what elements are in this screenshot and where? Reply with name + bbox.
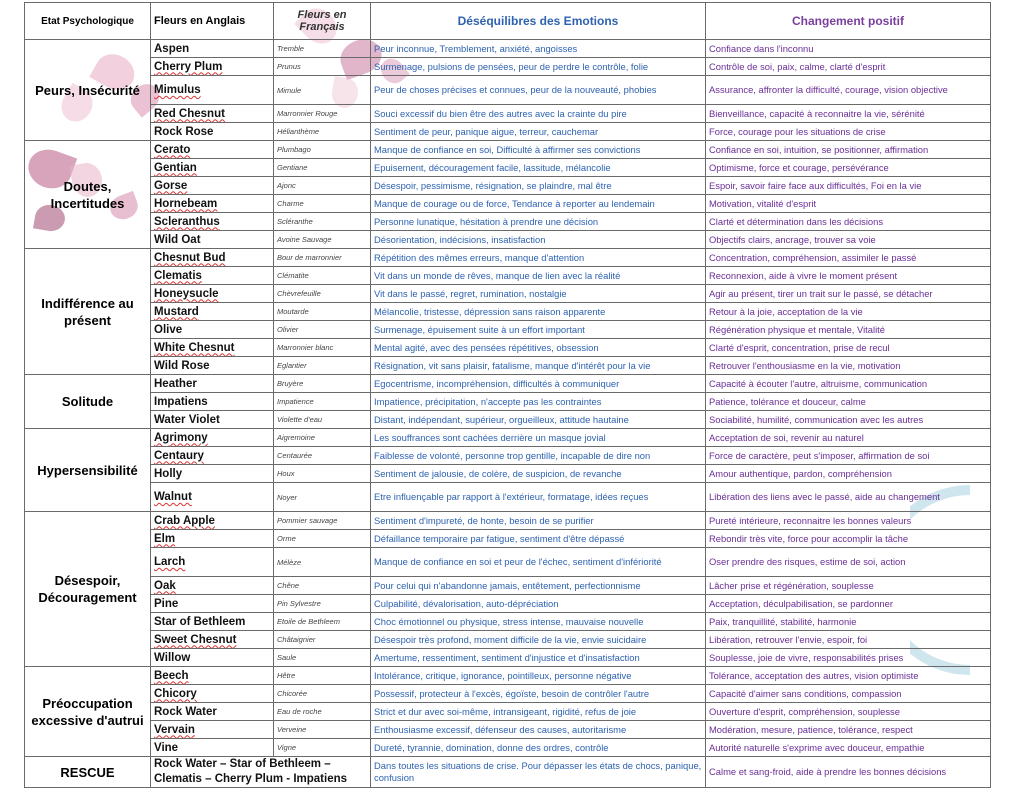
header-positif: Changement positif	[706, 3, 991, 40]
flower-en: Water Violet	[151, 411, 274, 429]
flower-fr: Noyer	[274, 483, 371, 512]
flower-en: Impatiens	[151, 393, 274, 411]
positive-cell: Assurance, affronter la difficulté, courage, vision objective	[706, 76, 991, 105]
positive-cell: Paix, tranquillité, stabilité, harmonie	[706, 613, 991, 631]
positive-cell: Reconnexion, aide à vivre le moment présent	[706, 267, 991, 285]
flower-en: Larch	[151, 548, 274, 577]
flower-fr: Scléranthe	[274, 213, 371, 231]
flower-fr: Orme	[274, 530, 371, 548]
emotion-cell: Désorientation, indécisions, insatisfaction	[371, 231, 706, 249]
emotion-cell: Possessif, protecteur à l'excès, égoïste, besoin de contrôler l'autre	[371, 685, 706, 703]
emotion-cell: Impatience, précipitation, n'accepte pas les contraintes	[371, 393, 706, 411]
emotion-cell: Enthousiasme excessif, défenseur des causes, autoritarisme	[371, 721, 706, 739]
flower-en: Elm	[151, 530, 274, 548]
flower-fr: Pommier sauvage	[274, 512, 371, 530]
flower-fr: Eau de roche	[274, 703, 371, 721]
flower-en: Vine	[151, 739, 274, 757]
flower-en: Beech	[151, 667, 274, 685]
flower-en: Hornebeam	[151, 195, 274, 213]
flower-en: Oak	[151, 577, 274, 595]
flower-fr: Violette d'eau	[274, 411, 371, 429]
category-doutes: Doutes, Incertitudes	[25, 141, 151, 249]
flower-en: Wild Rose	[151, 357, 274, 375]
emotion-cell: Epuisement, découragement facile, lassitude, mélancolie	[371, 159, 706, 177]
emotion-cell: Les souffrances sont cachées derrière un masque jovial	[371, 429, 706, 447]
flower-en: Centaury	[151, 447, 274, 465]
emotion-cell: Dureté, tyrannie, domination, donne des ordres, contrôle	[371, 739, 706, 757]
flower-en: Pine	[151, 595, 274, 613]
emotion-cell: Distant, indépendant, supérieur, orgueilleux, attitude hautaine	[371, 411, 706, 429]
bach-flowers-table	[24, 2, 991, 788]
positive-cell: Régénération physique et mentale, Vitalité	[706, 321, 991, 339]
flower-fr: Avoine Sauvage	[274, 231, 371, 249]
positive-cell: Acceptation, déculpabilisation, se pardonner	[706, 595, 991, 613]
emotion-cell: Egocentrisme, incompréhension, difficultés à communiquer	[371, 375, 706, 393]
flower-en: Aspen	[151, 40, 274, 58]
emotion-cell: Mélancolie, tristesse, dépression sans raison apparente	[371, 303, 706, 321]
category-preoccupation: Préoccupation excessive d'autrui	[25, 667, 151, 757]
positive-cell: Libération des liens avec le passé, aide au changement	[706, 483, 991, 512]
emotion-cell: Sentiment d'impureté, de honte, besoin de se purifier	[371, 512, 706, 530]
positive-cell: Ouverture d'esprit, compréhension, souplesse	[706, 703, 991, 721]
flower-fr: Chèvrefeuille	[274, 285, 371, 303]
flower-en: Rock Water	[151, 703, 274, 721]
emotion-cell: Défaillance temporaire par fatigue, sentiment d'être dépassé	[371, 530, 706, 548]
positive-cell: Confiance en soi, intuition, se positionner, affirmation	[706, 141, 991, 159]
flower-fr: Hélianthème	[274, 123, 371, 141]
flower-fr: Saule	[274, 649, 371, 667]
flower-fr: Mélèze	[274, 548, 371, 577]
positive-cell: Motivation, vitalité d'esprit	[706, 195, 991, 213]
category-desespoir: Désespoir, Découragement	[25, 512, 151, 667]
emotion-cell: Sentiment de peur, panique aigue, terreur, cauchemar	[371, 123, 706, 141]
positive-cell: Contrôle de soi, paix, calme, clarté d'esprit	[706, 58, 991, 76]
flower-fr: Mimule	[274, 76, 371, 105]
positive-cell: Force de caractère, peut s'imposer, affirmation de soi	[706, 447, 991, 465]
emotion-cell: Etre influençable par rapport à l'extérieur, formatage, idées reçues	[371, 483, 706, 512]
flower-fr: Prunus	[274, 58, 371, 76]
emotion-cell: Intolérance, critique, ignorance, pointilleux, personne négative	[371, 667, 706, 685]
positive-cell: Capacité à écouter l'autre, altruisme, communication	[706, 375, 991, 393]
flower-fr: Impatience	[274, 393, 371, 411]
flower-en: Chesnut Bud	[151, 249, 274, 267]
positive-cell: Amour authentique, pardon, compréhension	[706, 465, 991, 483]
flower-fr: Vigne	[274, 739, 371, 757]
flower-en: Chicory	[151, 685, 274, 703]
emotion-cell: Surmenage, épuisement suite à un effort important	[371, 321, 706, 339]
positive-cell: Acceptation de soi, revenir au naturel	[706, 429, 991, 447]
flower-fr: Eglantier	[274, 357, 371, 375]
flower-fr: Houx	[274, 465, 371, 483]
positive-cell: Force, courage pour les situations de crise	[706, 123, 991, 141]
flower-en: Heather	[151, 375, 274, 393]
flower-fr: Châtaignier	[274, 631, 371, 649]
positive-cell: Patience, tolérance et douceur, calme	[706, 393, 991, 411]
flower-fr: Charme	[274, 195, 371, 213]
positive-cell: Optimisme, force et courage, persévérance	[706, 159, 991, 177]
emotion-cell: Résignation, vit sans plaisir, fatalisme, manque d'intérêt pour la vie	[371, 357, 706, 375]
positive-cell: Espoir, savoir faire face aux difficultés, Foi en la vie	[706, 177, 991, 195]
positive-cell: Libération, retrouver l'envie, espoir, foi	[706, 631, 991, 649]
positive-cell: Retour à la joie, acceptation de la vie	[706, 303, 991, 321]
positive-cell: Bienveillance, capacité à reconnaitre la vie, sérénité	[706, 105, 991, 123]
positive-cell: Lâcher prise et régénération, souplesse	[706, 577, 991, 595]
flower-en: Gentian	[151, 159, 274, 177]
positive-cell: Oser prendre des risques, estime de soi, action	[706, 548, 991, 577]
flower-en: Cerato	[151, 141, 274, 159]
emotion-cell: Vit dans le passé, regret, rumination, nostalgie	[371, 285, 706, 303]
flower-fr: Pin Sylvestre	[274, 595, 371, 613]
category-indifference: Indifférence au présent	[25, 249, 151, 375]
positive-cell: Capacité d'aimer sans conditions, compassion	[706, 685, 991, 703]
emotion-cell: Choc émotionnel ou physique, stress intense, mauvaise nouvelle	[371, 613, 706, 631]
emotion-cell: Sentiment de jalousie, de colère, de suspicion, de revanche	[371, 465, 706, 483]
flower-en: Vervain	[151, 721, 274, 739]
emotion-cell: Pour celui qui n'abandonne jamais, entêtement, perfectionnisme	[371, 577, 706, 595]
header-etat: Etat Psychologique	[25, 3, 151, 40]
flower-en: Honeysucle	[151, 285, 274, 303]
emotion-cell: Surmenage, pulsions de pensées, peur de perdre le contrôle, folie	[371, 58, 706, 76]
flower-fr: Moutarde	[274, 303, 371, 321]
positive-cell: Objectifs clairs, ancrage, trouver sa voie	[706, 231, 991, 249]
emotion-cell: Souci excessif du bien être des autres avec la crainte du pire	[371, 105, 706, 123]
positive-cell: Modération, mesure, patience, tolérance, respect	[706, 721, 991, 739]
positive-cell: Autorité naturelle s'exprime avec douceur, empathie	[706, 739, 991, 757]
flower-en: Mustard	[151, 303, 274, 321]
flower-fr: Hêtre	[274, 667, 371, 685]
rescue-emotion: Dans toutes les situations de crise. Pour dépasser les états de chocs, panique, confusion	[371, 757, 706, 788]
emotion-cell: Faiblesse de volonté, personne trop gentille, incapable de dire non	[371, 447, 706, 465]
header-anglais: Fleurs en Anglais	[151, 3, 274, 40]
emotion-cell: Manque de confiance en soi et peur de l'échec, sentiment d'infériorité	[371, 548, 706, 577]
rescue-positive: Calme et sang-froid, aide à prendre les bonnes décisions	[706, 757, 991, 788]
positive-cell: Souplesse, joie de vivre, responsabilités prises	[706, 649, 991, 667]
positive-cell: Concentration, compréhension, assimiler le passé	[706, 249, 991, 267]
emotion-cell: Peur inconnue, Tremblement, anxiété, angoisses	[371, 40, 706, 58]
flower-en: Sweet Chesnut	[151, 631, 274, 649]
flower-en: Wild Oat	[151, 231, 274, 249]
flower-en: Clematis	[151, 267, 274, 285]
flower-fr: Tremble	[274, 40, 371, 58]
flower-en: Mimulus	[151, 76, 274, 105]
positive-cell: Tolérance, acceptation des autres, vision optimiste	[706, 667, 991, 685]
emotion-cell: Peur de choses précises et connues, peur de la nouveauté, phobies	[371, 76, 706, 105]
flower-fr: Bour de marronnier	[274, 249, 371, 267]
flower-en: Walnut	[151, 483, 274, 512]
header-emotions: Déséquilibres des Emotions	[371, 3, 706, 40]
flower-fr: Verveine	[274, 721, 371, 739]
emotion-cell: Désespoir, pessimisme, résignation, se plaindre, mal être	[371, 177, 706, 195]
flower-fr: Aigremoine	[274, 429, 371, 447]
emotion-cell: Répétition des mêmes erreurs, manque d'attention	[371, 249, 706, 267]
category-solitude: Solitude	[25, 375, 151, 429]
flower-en: Star of Bethleem	[151, 613, 274, 631]
positive-cell: Confiance dans l'inconnu	[706, 40, 991, 58]
flower-fr: Marronnier Rouge	[274, 105, 371, 123]
flower-en: Willow	[151, 649, 274, 667]
positive-cell: Clarté et détermination dans les décisions	[706, 213, 991, 231]
emotion-cell: Vit dans un monde de rêves, manque de lien avec la réalité	[371, 267, 706, 285]
positive-cell: Agir au présent, tirer un trait sur le passé, se détacher	[706, 285, 991, 303]
emotion-cell: Culpabilité, dévalorisation, auto-dépréciation	[371, 595, 706, 613]
flower-fr: Ajonc	[274, 177, 371, 195]
emotion-cell: Amertume, ressentiment, sentiment d'injustice et d'insatisfaction	[371, 649, 706, 667]
flower-fr: Etoile de Bethleem	[274, 613, 371, 631]
flower-en: Gorse	[151, 177, 274, 195]
category-peurs: Peurs, Insécurité	[25, 40, 151, 141]
flower-en: Agrimony	[151, 429, 274, 447]
flower-en: Cherry Plum	[151, 58, 274, 76]
flower-fr: Chêne	[274, 577, 371, 595]
category-hypersensibilite: Hypersensibilité	[25, 429, 151, 512]
flower-en: Rock Rose	[151, 123, 274, 141]
emotion-cell: Mental agité, avec des pensées répétitives, obsession	[371, 339, 706, 357]
emotion-cell: Manque de courage ou de force, Tendance à reporter au lendemain	[371, 195, 706, 213]
header-row	[25, 3, 991, 40]
flower-fr: Clématite	[274, 267, 371, 285]
flower-fr: Plumbago	[274, 141, 371, 159]
header-francais: Fleurs en Français	[274, 3, 371, 40]
emotion-cell: Personne lunatique, hésitation à prendre une décision	[371, 213, 706, 231]
emotion-cell: Désespoir très profond, moment difficile de la vie, envie suicidaire	[371, 631, 706, 649]
positive-cell: Rebondir très vite, force pour accomplir la tâche	[706, 530, 991, 548]
positive-cell: Pureté intérieure, reconnaitre les bonnes valeurs	[706, 512, 991, 530]
positive-cell: Retrouver l'enthousiasme en la vie, motivation	[706, 357, 991, 375]
rescue-flowers: Rock Water – Star of Bethleem – Clematis – Cherry Plum - Impatiens	[151, 757, 371, 788]
flower-fr: Marronnier blanc	[274, 339, 371, 357]
flower-en: Holly	[151, 465, 274, 483]
flower-en: Red Chesnut	[151, 105, 274, 123]
flower-fr: Bruyère	[274, 375, 371, 393]
category-rescue: RESCUE	[25, 757, 151, 788]
flower-en: Crab Apple	[151, 512, 274, 530]
flower-fr: Gentiane	[274, 159, 371, 177]
flower-fr: Centaurée	[274, 447, 371, 465]
flower-en: Olive	[151, 321, 274, 339]
positive-cell: Sociabilité, humilité, communication avec les autres	[706, 411, 991, 429]
positive-cell: Clarté d'esprit, concentration, prise de recul	[706, 339, 991, 357]
emotion-cell: Manque de confiance en soi, Difficulté à affirmer ses convictions	[371, 141, 706, 159]
flower-en: White Chesnut	[151, 339, 274, 357]
flower-fr: Chicorée	[274, 685, 371, 703]
emotion-cell: Strict et dur avec soi-même, intransigeant, rigidité, refus de joie	[371, 703, 706, 721]
flower-fr: Olivier	[274, 321, 371, 339]
flower-en: Scleranthus	[151, 213, 274, 231]
